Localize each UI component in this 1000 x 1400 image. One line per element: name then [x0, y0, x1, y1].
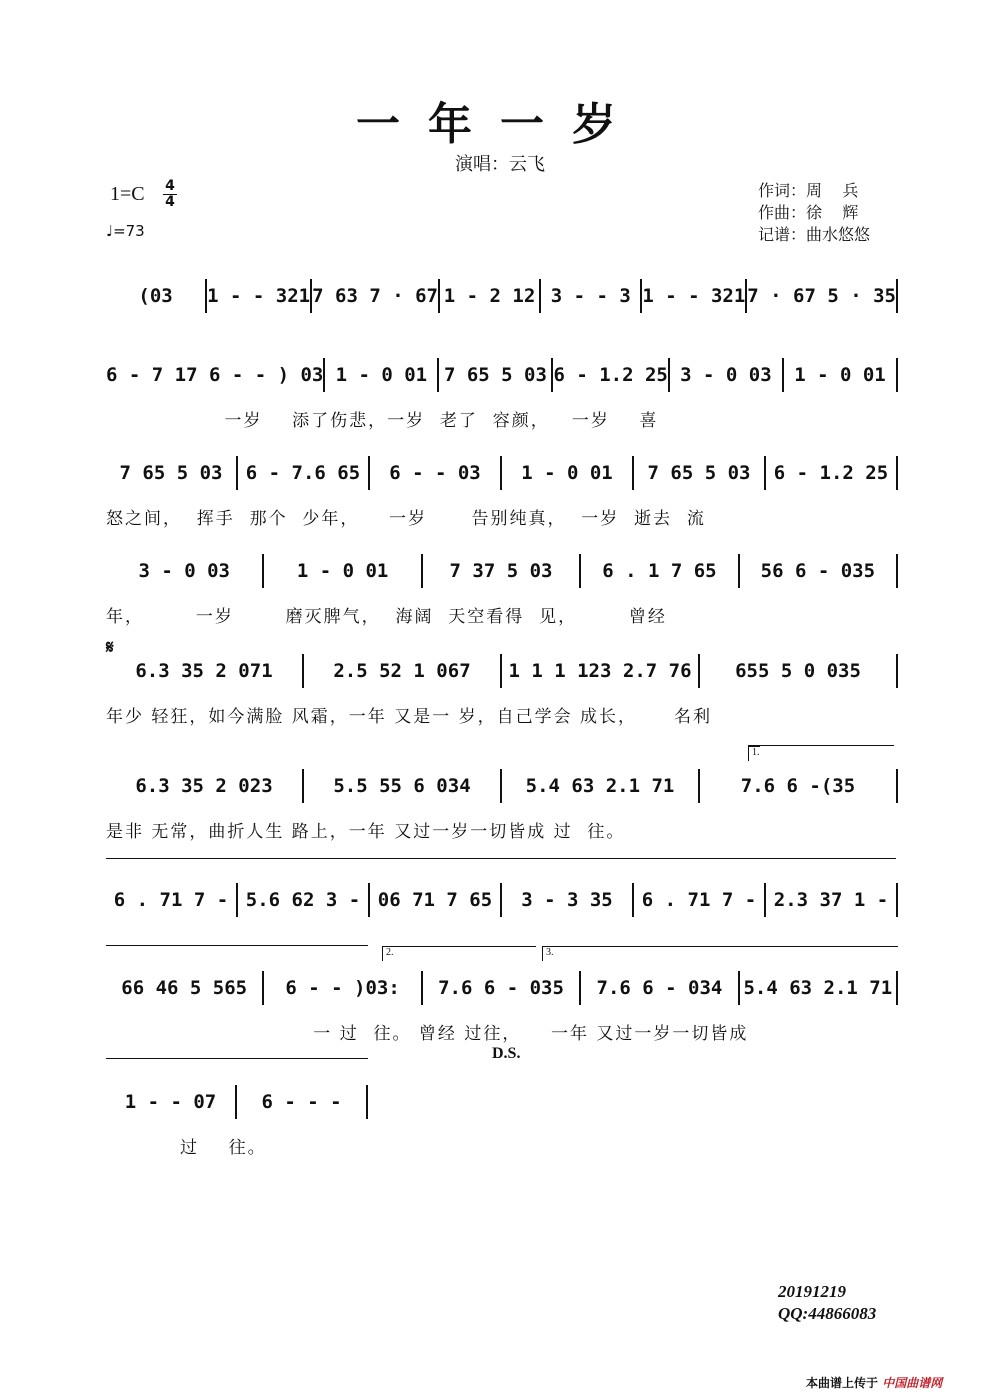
time-signature-top: 4 — [165, 178, 175, 194]
measure: 5.5 55 6 034 — [333, 775, 471, 797]
barline — [896, 554, 898, 588]
barline — [896, 654, 898, 688]
measure: 1 - 0 01 — [296, 560, 389, 582]
volta-2-bracket: 2. — [382, 946, 536, 961]
notes-row — [106, 362, 898, 388]
measure: 6 - 1.2 25 — [773, 462, 889, 484]
measure: 7 · 67 5 · 35 — [747, 285, 896, 307]
measure: 1 - 0 01 — [794, 364, 886, 386]
measure: 2.5 52 1 067 — [333, 660, 471, 682]
notes-row — [106, 887, 898, 913]
footer-brand-logo: 中国曲谱网 — [882, 1376, 943, 1390]
transcriber-credit: 记谱：曲水悠悠 — [758, 225, 871, 244]
measure: 7.6 6 -(35 — [740, 775, 856, 797]
measure: 3 - 3 35 — [521, 889, 613, 911]
measure: 7 63 7 · 67 — [312, 285, 438, 307]
measure: 655 5 0 035 — [735, 660, 861, 682]
notes-row — [106, 1089, 368, 1115]
measure: 1 - 0 01 — [335, 364, 428, 386]
lyrics-line: 是非 无常，曲折人生 路上，一年 又过一岁一切皆成 过 往。 — [106, 822, 626, 842]
measure: 7 65 5 03 — [119, 462, 223, 484]
measure: 7.6 6 - 035 — [438, 977, 564, 999]
barline — [896, 883, 898, 917]
measure: 6.3 35 2 023 — [135, 775, 273, 797]
measure: 6 . 1 7 65 — [602, 560, 717, 582]
barline — [896, 456, 898, 490]
notes-row — [106, 773, 898, 799]
barline — [896, 279, 898, 313]
measure: 6 - 7.6 65 — [245, 462, 361, 484]
measure: 6 - - 03 — [389, 462, 481, 484]
lyrics-line: 过 往。 — [106, 1138, 267, 1158]
measure: 5.4 63 2.1 71 — [743, 977, 893, 999]
segno-sign: 𝄋 — [106, 637, 114, 658]
key-signature: 1=C — [110, 183, 145, 205]
score-title: 一年一岁 — [356, 99, 644, 150]
lyrics-line: 怒之间， 挥手 那个 少年， 一岁 告别纯真， 一岁 逝去 流 — [106, 509, 706, 529]
measure: 1 - 0 01 — [521, 462, 613, 484]
date-stamp: 20191219 — [778, 1282, 846, 1301]
measure: 6 - - )03: — [285, 977, 400, 999]
section-divider-left — [106, 945, 368, 946]
lyrics-line: 一 过 往。 曾经 过往， 一年 又过一岁一切皆成 — [106, 1024, 749, 1044]
volta-1-bracket: 1. — [748, 746, 760, 761]
measure: 66 46 5 565 — [121, 977, 248, 999]
lyricist-credit: 作词：周 兵 — [758, 181, 859, 200]
measure: 7 65 5 03 — [443, 364, 547, 386]
measure: 3 - 0 03 — [138, 560, 230, 582]
measure: 6 - - - — [261, 1091, 342, 1113]
notes-row — [106, 658, 898, 684]
section-divider-top — [106, 858, 896, 859]
measure: 1 1 1 123 2.7 76 — [508, 660, 692, 682]
lyrics-line: 年， 一岁 磨灭脾气， 海阔 天空看得 见， 曾经 — [106, 607, 667, 627]
singer-credit: 演唱：云飞 — [455, 154, 545, 175]
measure: 6 . 71 7 - — [113, 889, 229, 911]
measure: 06 71 7 65 — [377, 889, 493, 911]
tempo-marking: ♩=73 — [106, 222, 145, 240]
notes-row — [106, 975, 898, 1001]
measure: 3 - - 3 — [550, 285, 631, 307]
barline — [896, 971, 898, 1005]
measure: 56 6 - 035 — [760, 560, 876, 582]
notes-row — [106, 283, 898, 309]
composer-credit: 作曲：徐 辉 — [758, 203, 859, 222]
barline — [366, 1085, 368, 1119]
measure: 1 - - 321 — [642, 285, 746, 307]
measure: 2.3 37 1 - — [773, 889, 889, 911]
volta-line — [748, 745, 894, 746]
measure: 3 - 0 03 — [680, 364, 772, 386]
measure: 7 37 5 03 — [449, 560, 553, 582]
measure: 6 - 7 17 6 - - ) 03 — [106, 364, 324, 386]
measure: 7.6 6 - 034 — [596, 977, 723, 999]
measure: 6.3 35 2 071 — [135, 660, 273, 682]
measure: (03 — [138, 285, 173, 307]
section-divider-bottom — [106, 1058, 368, 1059]
lyrics-line: 一岁 添了伤悲，一岁 老了 容颜， 一岁 喜 — [106, 411, 659, 431]
notes-row — [106, 460, 898, 486]
dal-segno-marking: D.S. — [492, 1045, 521, 1062]
measure: 7 65 5 03 — [647, 462, 751, 484]
footer-credit — [806, 1374, 942, 1391]
measure: 6 . 71 7 - — [641, 889, 757, 911]
time-signature — [163, 180, 177, 209]
volta-3-bracket: 3. — [542, 946, 898, 961]
notes-row — [106, 558, 898, 584]
measure: 1 - - 321 — [207, 285, 311, 307]
measure: 6 - 1.2 25 — [553, 364, 668, 386]
time-signature-bottom: 4 — [165, 194, 175, 210]
measure: 5.4 63 2.1 71 — [525, 775, 675, 797]
measure: 1 - 2 12 — [443, 285, 536, 307]
qq-stamp: QQ:44866083 — [778, 1304, 877, 1323]
measure: 1 - - 07 — [124, 1091, 217, 1113]
lyrics-line: 年少 轻狂，如今满脸 风霜，一年 又是一 岁，自己学会 成长， 名利 — [106, 707, 713, 727]
measure: 5.6 62 3 - — [245, 889, 361, 911]
footer-upload-text: 本曲谱上传于 — [806, 1376, 879, 1390]
credits-block — [758, 180, 870, 246]
barline — [896, 769, 898, 803]
barline — [896, 358, 898, 392]
